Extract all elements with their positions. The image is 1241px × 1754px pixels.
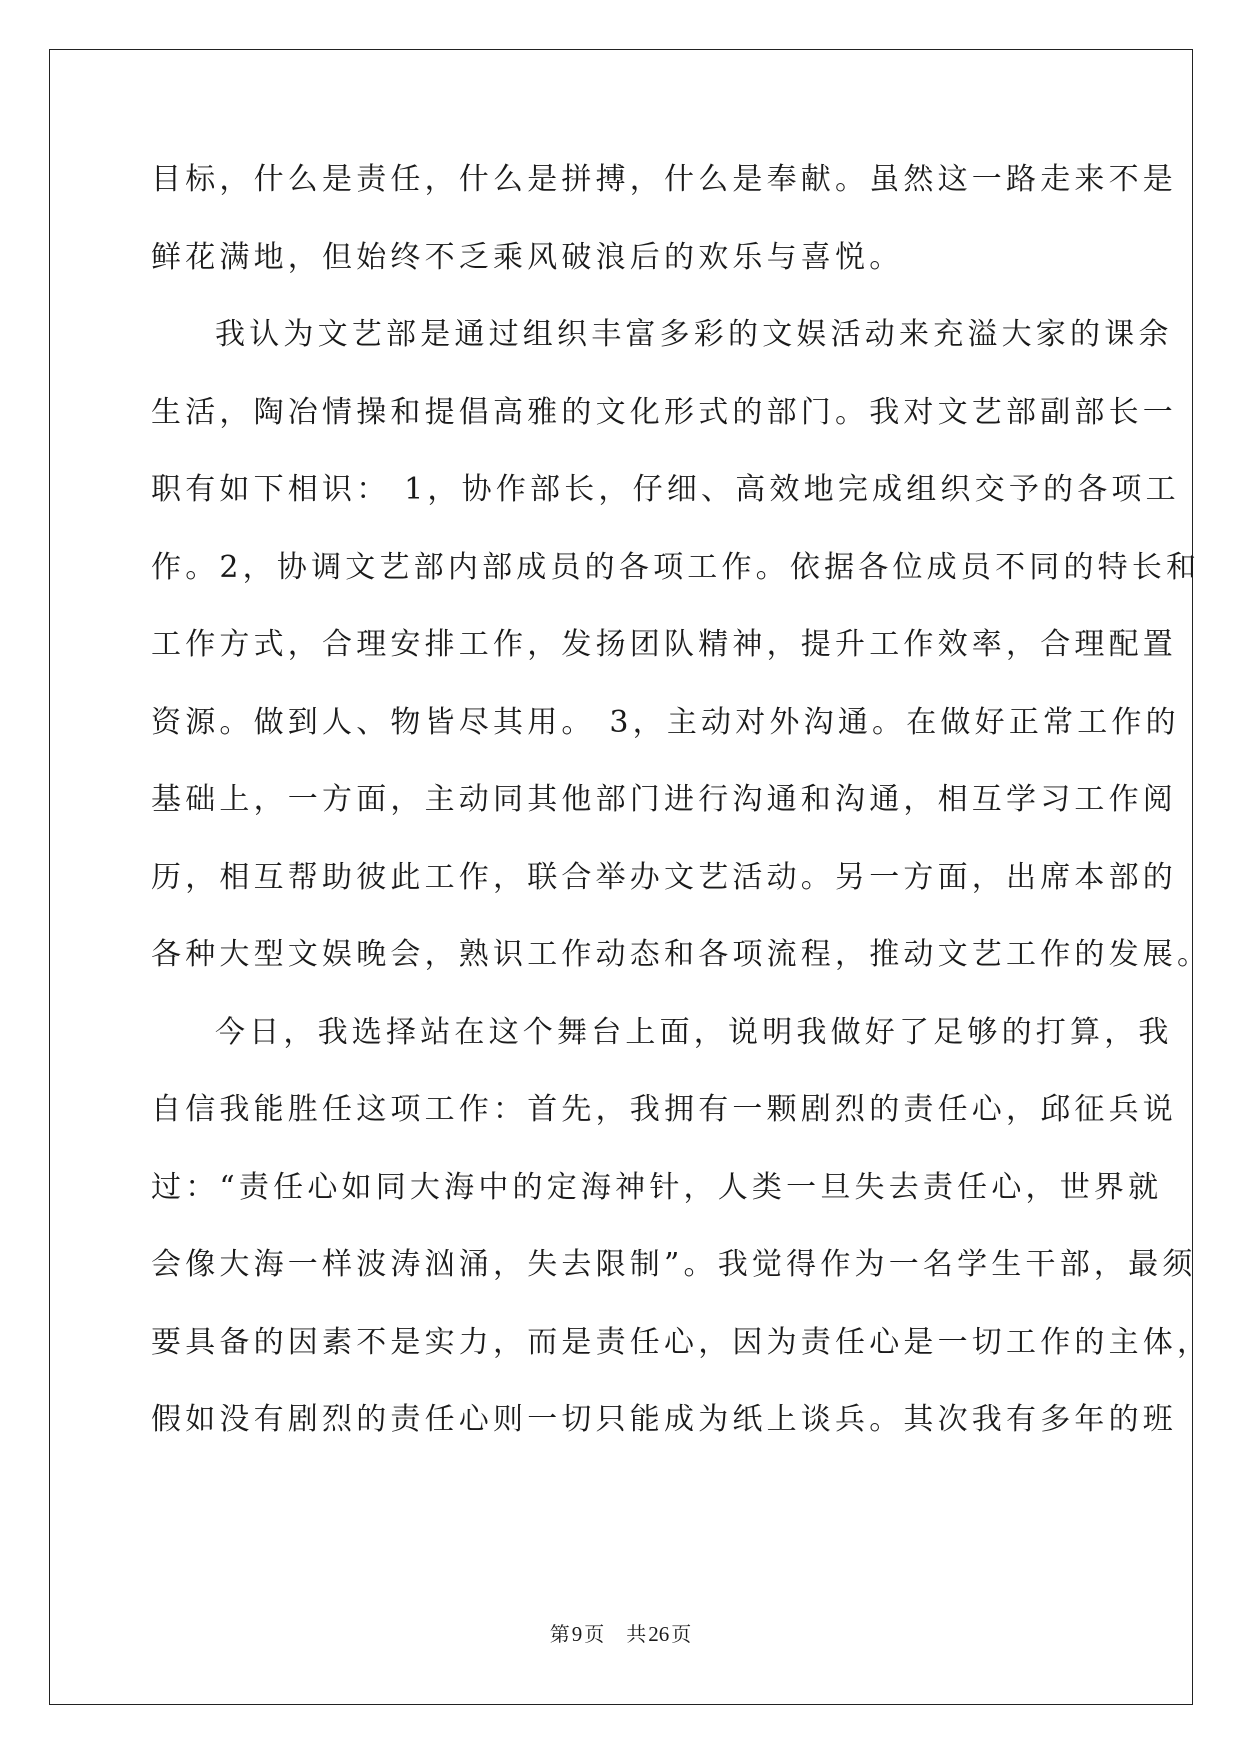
text-line: 会像大海一样波涛汹涌，失去限制”。我觉得作为一名学生干部，最须: [151, 1247, 1197, 1282]
text-line: 鲜花满地，但始终不乏乘风破浪后的欢乐与喜悦。: [151, 239, 904, 275]
total-pages: 26: [648, 1622, 670, 1646]
text-line: 假如没有剧烈的责任心则一切只能成为纸上谈兵。其次我有多年的班: [151, 1402, 1177, 1437]
text-line: 要具备的因素不是实力，而是责任心，因为责任心是一切工作的主体，: [151, 1324, 1212, 1360]
text-line: 历，相互帮助彼此工作，联合举办文艺活动。另一方面，出席本部的: [151, 859, 1177, 895]
text-line: 作。2，协调文艺部内部成员的各项工作。依据各位成员不同的特长和: [151, 549, 1201, 585]
total-label-prefix: 共: [626, 1622, 647, 1646]
total-label-suffix: 页: [671, 1622, 692, 1646]
text-line: 基础上，一方面，主动同其他部门进行沟通和沟通，相互学习工作阅: [151, 782, 1177, 817]
page-label-suffix: 页: [584, 1622, 605, 1646]
text-line: 工作方式，合理安排工作，发扬团队精神，提升工作效率，合理配置: [151, 627, 1177, 662]
paragraph-start-line: 今日，我选择站在这个舞台上面，说明我做好了足够的打算，我: [215, 1014, 1173, 1050]
paragraph-start-line: 我认为文艺部是通过组织丰富多彩的文娱活动来充溢大家的课余: [215, 317, 1173, 352]
page-footer: [0, 1622, 1241, 1646]
text-line: 目标，什么是责任，什么是拼搏，什么是奉献。虽然这一路走来不是: [151, 162, 1177, 197]
text-line: 过：“责任心如同大海中的定海神针，人类一旦失去责任心，世界就: [151, 1169, 1163, 1205]
text-line: 自信我能胜任这项工作：首先，我拥有一颗剧烈的责任心，邱征兵说: [151, 1092, 1177, 1127]
text-line: 资源。做到人、物皆尽其用。 3，主动对外沟通。在做好正常工作的: [151, 704, 1180, 740]
page-label-prefix: 第: [549, 1622, 570, 1646]
document-body: [151, 160, 1212, 1478]
text-line: 生活，陶冶情操和提倡高雅的文化形式的部门。我对文艺部副部长一: [151, 394, 1177, 430]
page-number: 9: [571, 1622, 583, 1646]
text-line: 职有如下相识： 1，协作部长，仔细、高效地完成组织交予的各项工: [151, 472, 1180, 507]
text-line: 各种大型文娱晚会，熟识工作动态和各项流程，推动文艺工作的发展。: [151, 937, 1212, 972]
